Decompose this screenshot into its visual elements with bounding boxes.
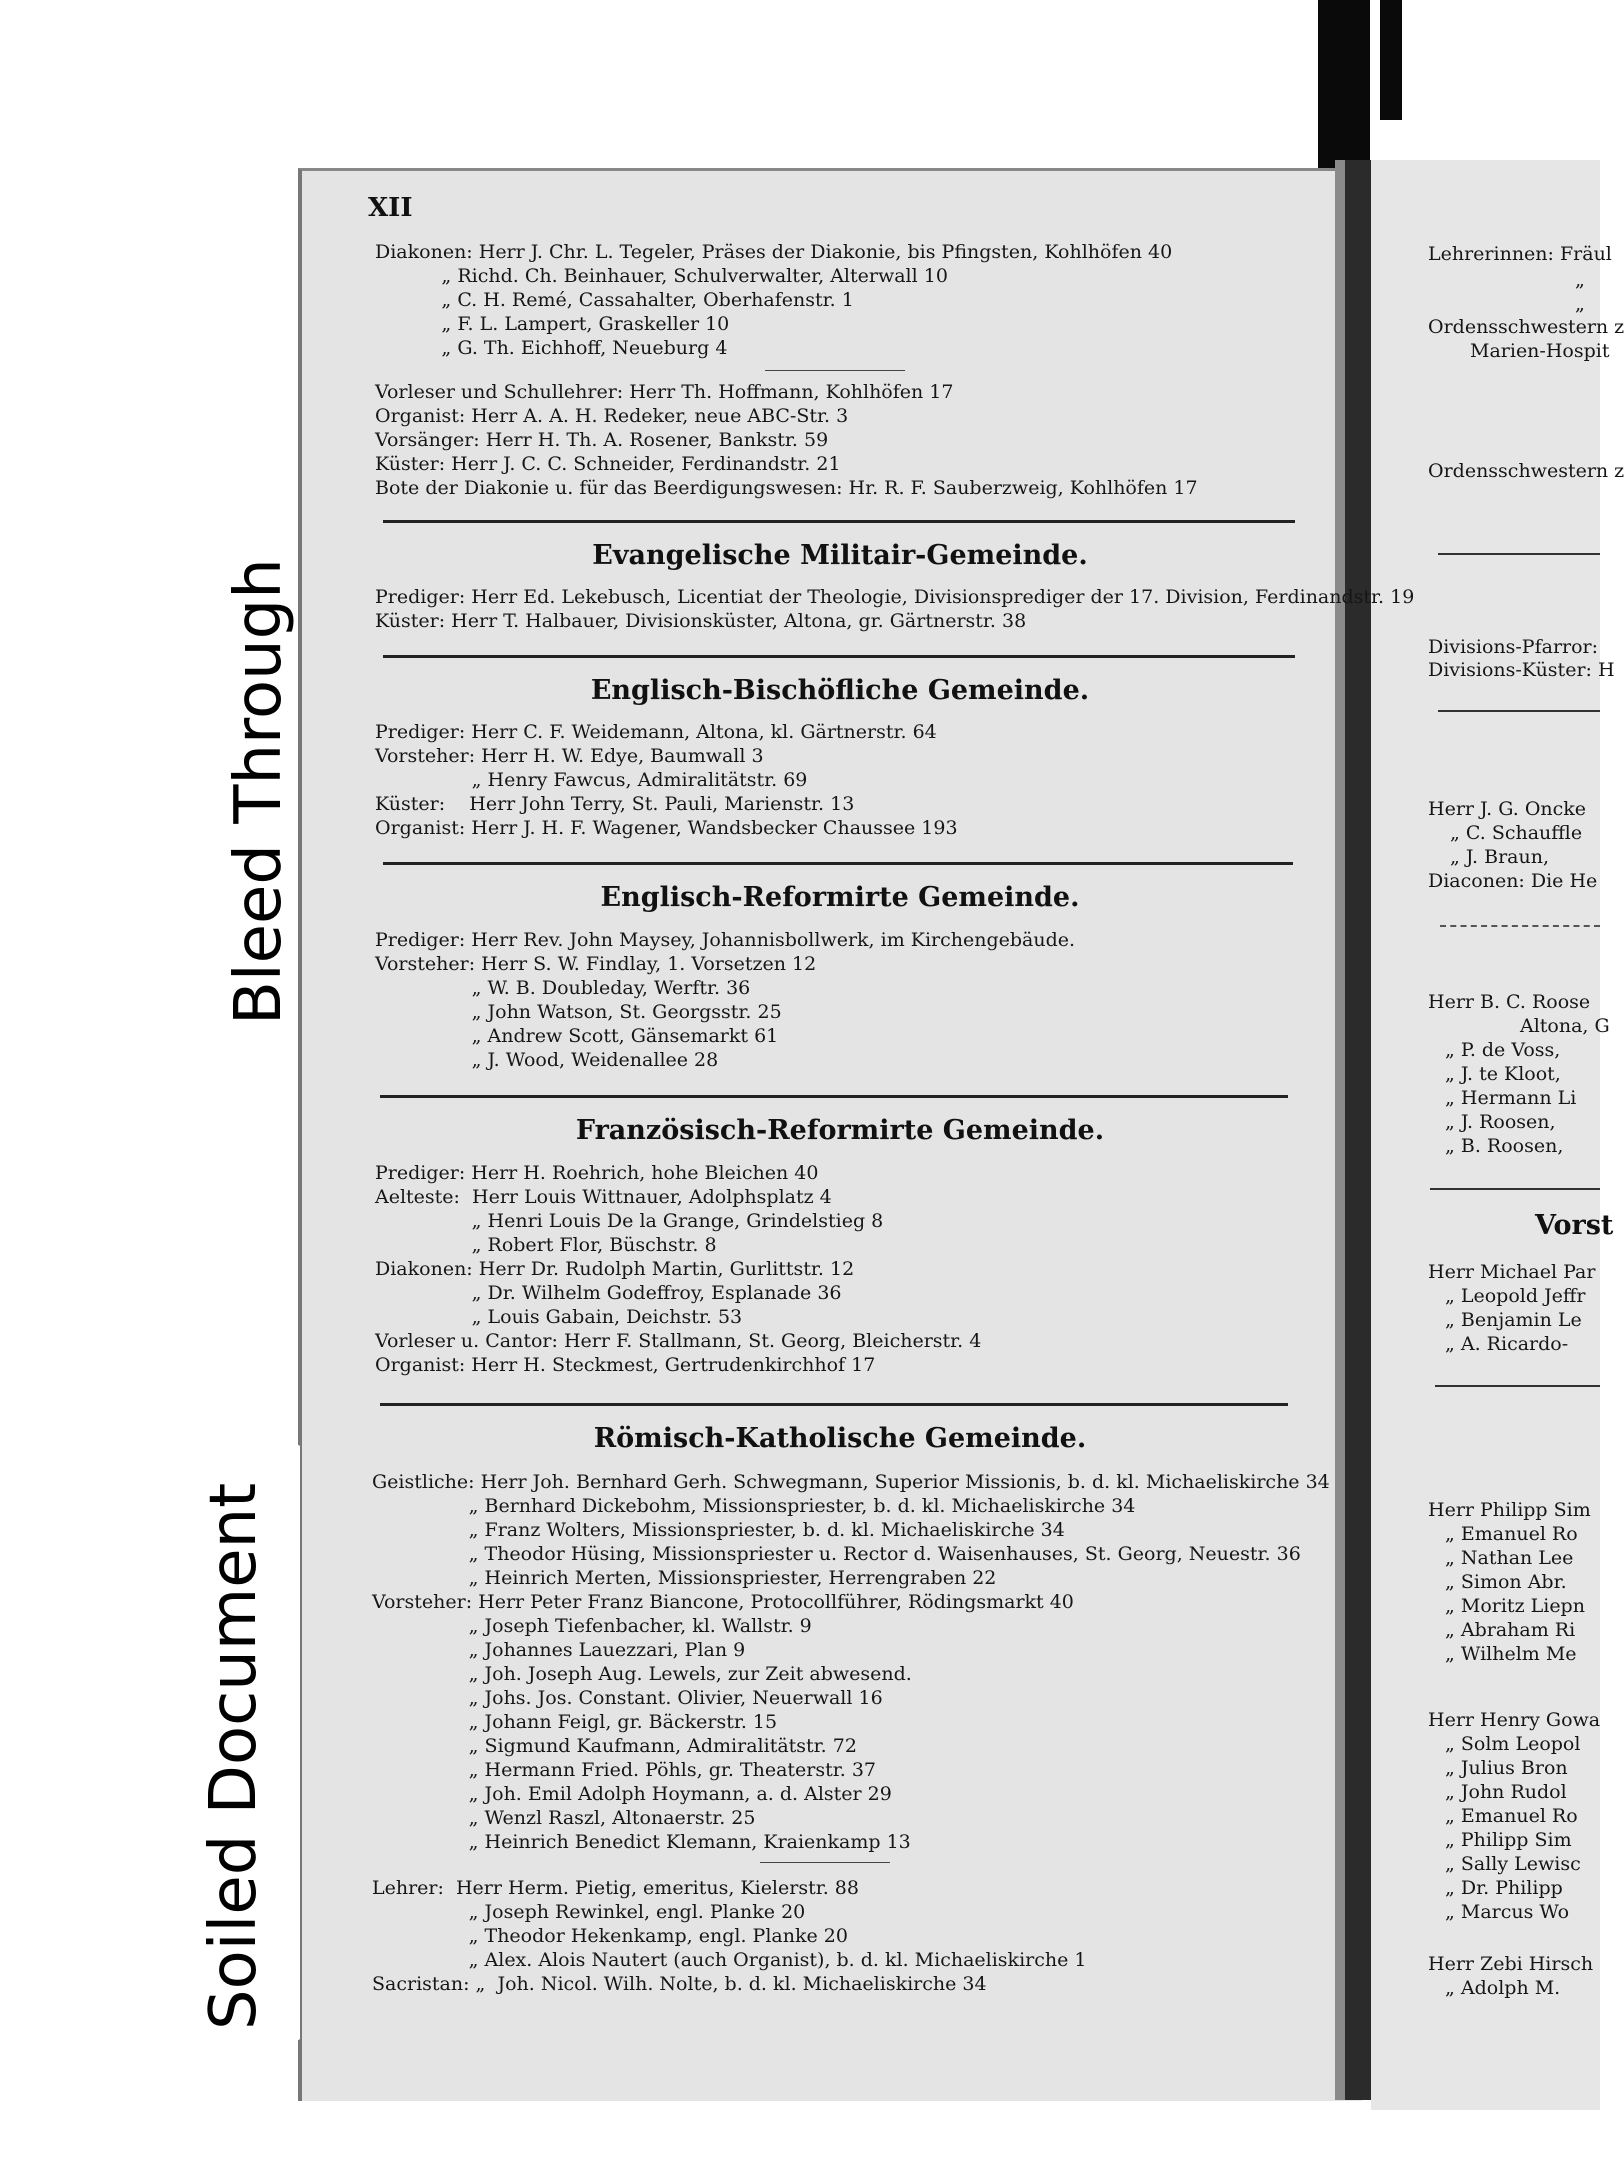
right-text-line: „ Benjamin Le [1445,1309,1582,1331]
text-line: Küster: Herr J. C. C. Schneider, Ferdinandstr. 21 [375,453,841,475]
text-line: „ Richd. Ch. Beinhauer, Schulverwalter, Alterwall 10 [375,265,948,287]
section-heading: Evangelische Militair-Gemeinde. [592,540,1088,571]
text-line: „ Robert Flor, Büschstr. 8 [375,1234,717,1256]
right-text-line: „ Abraham Ri [1445,1619,1576,1641]
right-text-line: „ A. Ricardo- [1445,1333,1569,1355]
separator [765,370,905,371]
right-rule [1430,1188,1600,1190]
text-line: „ C. H. Remé, Cassahalter, Oberhafenstr. 1 [375,289,854,311]
right-text-line: Herr Michael Par [1428,1261,1596,1283]
right-text-line: „ [1575,293,1585,315]
right-text-line: „ Simon Abr. [1445,1571,1567,1593]
text-line: Vorsänger: Herr H. Th. A. Rosener, Bankstr. 59 [375,429,829,451]
text-line: Lehrer: Herr Herm. Pietig, emeritus, Kielerstr. 88 [372,1877,859,1899]
right-text-line: „ P. de Voss, [1445,1039,1561,1061]
right-text-line: „ [1575,269,1585,291]
text-line: „ Alex. Alois Nautert (auch Organist), b. d. kl. Michaeliskirche 1 [372,1949,1087,1971]
text-line: Diakonen: Herr Dr. Rudolph Martin, Gurlittstr. 12 [375,1258,855,1280]
right-text-line: „ Philipp Sim [1445,1829,1572,1851]
scanner-edge-bar [1318,0,1370,170]
right-text-line: Divisions-Pfarror: [1428,636,1599,658]
scanner-edge-bar-2 [1380,0,1402,120]
text-line: „ Johann Feigl, gr. Bäckerstr. 15 [372,1711,778,1733]
section-rule [383,520,1295,523]
right-text-line: „ Leopold Jeffr [1445,1285,1586,1307]
right-text-line: „ Hermann Li [1445,1087,1577,1109]
text-line: Vorleser und Schullehrer: Herr Th. Hoffmann, Kohlhöfen 17 [375,381,954,403]
right-text-line: Lehrerinnen: Fräul [1428,243,1612,265]
text-line: Sacristan: „ Joh. Nicol. Wilh. Nolte, b. d. kl. Michaeliskirche 34 [372,1973,987,1995]
text-line: Küster: Herr John Terry, St. Pauli, Marienstr. 13 [375,793,855,815]
right-text-line: „ Solm Leopol [1445,1733,1581,1755]
text-line: „ Sigmund Kaufmann, Admiralitätstr. 72 [372,1735,857,1757]
right-section-heading: Vorst [1535,1210,1614,1241]
text-line: Organist: Herr H. Steckmest, Gertrudenkirchhof 17 [375,1354,876,1376]
text-line: Organist: Herr A. A. H. Redeker, neue ABC-Str. 3 [375,405,849,427]
text-line: Vorsteher: Herr S. W. Findlay, 1. Vorsetzen 12 [375,953,817,975]
text-line: „ Theodor Hekenkamp, engl. Planke 20 [372,1925,848,1947]
section-rule [380,1095,1288,1098]
text-line: „ Henri Louis De la Grange, Grindelstieg 8 [375,1210,884,1232]
right-text-line: „ Dr. Philipp [1445,1877,1563,1899]
text-line: „ Franz Wolters, Missionspriester, b. d. kl. Michaeliskirche 34 [372,1519,1065,1541]
right-rule [1438,553,1600,555]
text-line: Geistliche: Herr Joh. Bernhard Gerh. Schwegmann, Superior Missionis, b. d. kl. Michaeliskirche 34 [372,1471,1330,1493]
text-line: Diakonen: Herr J. Chr. L. Tegeler, Präses der Diakonie, bis Pfingsten, Kohlhöfen 40 [375,241,1173,263]
text-line: „ Louis Gabain, Deichstr. 53 [375,1306,743,1328]
right-text-line: „ Julius Bron [1445,1757,1568,1779]
right-dashed-rule [1440,925,1600,927]
right-text-line: „ John Rudol [1445,1781,1567,1803]
right-text-line: Marien-Hospit [1470,340,1610,362]
section-heading: Englisch-Reformirte Gemeinde. [600,882,1080,913]
text-line: „ Johs. Jos. Constant. Olivier, Neuerwall 16 [372,1687,883,1709]
right-text-line: „ Sally Lewisc [1445,1853,1581,1875]
text-line: Prediger: Herr C. F. Weidemann, Altona, kl. Gärtnerstr. 64 [375,721,937,743]
text-line: „ Joh. Emil Adolph Hoymann, a. d. Alster 29 [372,1783,892,1805]
text-line: „ Hermann Fried. Pöhls, gr. Theaterstr. 37 [372,1759,877,1781]
right-text-line: Diaconen: Die He [1428,870,1598,892]
text-line: „ Johannes Lauezzari, Plan 9 [372,1639,746,1661]
text-line: Prediger: Herr H. Roehrich, hohe Bleichen 40 [375,1162,819,1184]
right-text-line: Herr Henry Gowa [1428,1709,1601,1731]
section-rule [383,862,1293,865]
right-text-line: „ Moritz Liepn [1445,1595,1585,1617]
text-line: „ W. B. Doubleday, Werftr. 36 [375,977,751,999]
right-text-line: Altona, G [1520,1015,1610,1037]
separator [760,1862,890,1863]
text-line: Vorsteher: Herr H. W. Edye, Baumwall 3 [375,745,764,767]
text-line: „ F. L. Lampert, Graskeller 10 [375,313,730,335]
right-text-line: „ Adolph M. [1445,1977,1561,1999]
text-line: „ Andrew Scott, Gänsemarkt 61 [375,1025,779,1047]
section-rule [383,655,1295,658]
text-line: „ Theodor Hüsing, Missionspriester u. Rector d. Waisenhauses, St. Georg, Neuestr. 36 [372,1543,1301,1565]
text-line: „ Bernhard Dickebohm, Missionspriester, b. d. kl. Michaeliskirche 34 [372,1495,1136,1517]
right-text-line: „ Emanuel Ro [1445,1805,1578,1827]
text-line: „ Heinrich Benedict Klemann, Kraienkamp 13 [372,1831,911,1853]
right-text-line: „ B. Roosen, [1445,1135,1564,1157]
text-line: „ Heinrich Merten, Missionspriester, Herrengraben 22 [372,1567,997,1589]
right-text-line: „ Wilhelm Me [1445,1643,1577,1665]
text-line: Bote der Diakonie u. für das Beerdigungswesen: Hr. R. F. Sauberzweig, Kohlhöfen 17 [375,477,1198,499]
text-line: Aelteste: Herr Louis Wittnauer, Adolphsplatz 4 [375,1186,832,1208]
bleed-through-label: Bleed Through [222,558,296,1025]
text-line: „ G. Th. Eichhoff, Neueburg 4 [375,337,728,359]
text-line: „ Henry Fawcus, Admiralitätstr. 69 [375,769,808,791]
right-text-line: „ Emanuel Ro [1445,1523,1578,1545]
text-line: „ Joseph Tiefenbacher, kl. Wallstr. 9 [372,1615,812,1637]
right-text-line: Divisions-Küster: H [1428,659,1615,681]
page-number: XII [368,193,413,223]
right-text-line: „ J. Roosen, [1445,1111,1556,1133]
right-text-line: „ C. Schauffle [1450,822,1583,844]
text-line: „ John Watson, St. Georgsstr. 25 [375,1001,782,1023]
page-gutter [1345,160,1371,2100]
text-line: Prediger: Herr Ed. Lekebusch, Licentiat der Theologie, Divisionsprediger der 17. Division, Ferdinandstr. 19 [375,586,1415,608]
section-rule [380,1403,1288,1406]
right-text-line: „ Nathan Lee [1445,1547,1574,1569]
right-text-line: Herr B. C. Roose [1428,991,1591,1013]
text-line: „ Dr. Wilhelm Godeffroy, Esplanade 36 [375,1282,842,1304]
text-line: „ Joseph Rewinkel, engl. Planke 20 [372,1901,806,1923]
text-line: Vorsteher: Herr Peter Franz Biancone, Protocollführer, Rödingsmarkt 40 [372,1591,1074,1613]
right-text-line: „ J. te Kloot, [1445,1063,1561,1085]
right-text-line: Herr Philipp Sim [1428,1499,1591,1521]
right-text-line: „ J. Braun, [1450,846,1549,868]
text-line: Prediger: Herr Rev. John Maysey, Johannisbollwerk, im Kirchengebäude. [375,929,1076,951]
text-line: „ Wenzl Raszl, Altonaerstr. 25 [372,1807,756,1829]
page-gutter-shadow [1335,160,1345,2100]
right-rule [1438,710,1600,712]
section-heading: Römisch-Katholische Gemeinde. [593,1423,1087,1454]
text-line: „ J. Wood, Weidenallee 28 [375,1049,719,1071]
text-line: Vorleser u. Cantor: Herr F. Stallmann, St. Georg, Bleicherstr. 4 [375,1330,982,1352]
section-heading: Englisch-Bischöfliche Gemeinde. [590,675,1090,706]
text-line: Organist: Herr J. H. F. Wagener, Wandsbecker Chaussee 193 [375,817,958,839]
right-text-line: Ordensschwestern z [1428,460,1624,482]
section-heading: Französisch-Reformirte Gemeinde. [575,1115,1105,1146]
right-text-line: Ordensschwestern z [1428,316,1624,338]
right-text-line: Herr J. G. Oncke [1428,798,1587,820]
right-rule [1435,1385,1600,1387]
text-line: Küster: Herr T. Halbauer, Divisionsküster, Altona, gr. Gärtnerstr. 38 [375,610,1027,632]
right-text-line: Herr Zebi Hirsch [1428,1953,1594,1975]
soiled-document-label: Soiled Document [197,1482,271,2030]
right-text-line: „ Marcus Wo [1445,1901,1570,1923]
text-line: „ Joh. Joseph Aug. Lewels, zur Zeit abwesend. [372,1663,912,1685]
